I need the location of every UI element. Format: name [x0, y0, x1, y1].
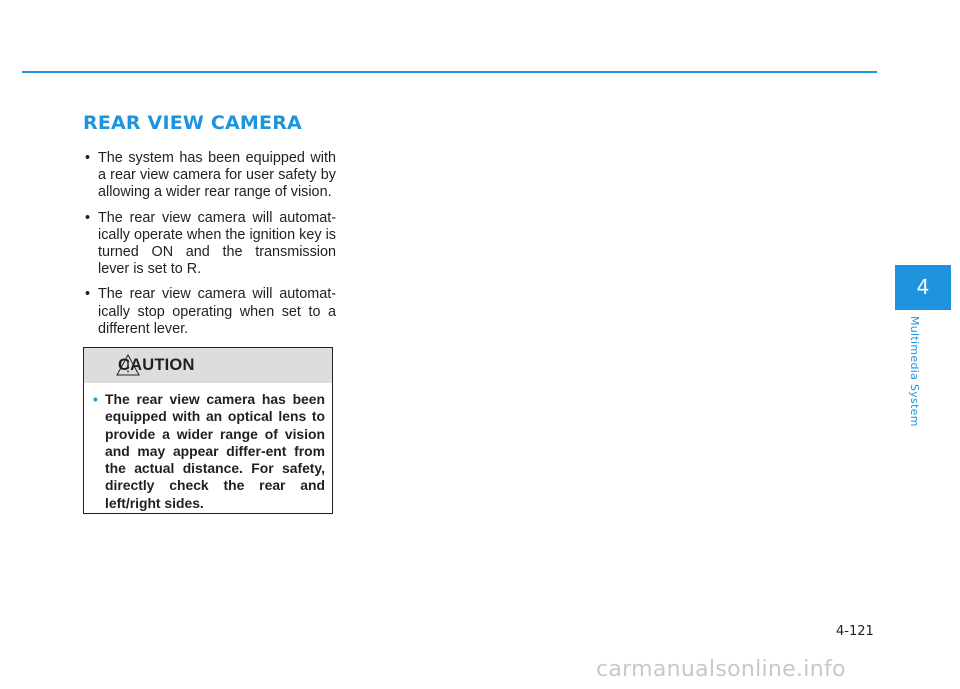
caution-text [93, 391, 325, 512]
page-number: 4-121 [836, 624, 874, 639]
caution-text-body: The rear view camera has been equipped with an optical lens to provide a wider range of vision and may appear differ-ent from the actual distance. For safety, directly check the rear and left/right sides. [105, 391, 325, 511]
bullet-icon: • [85, 209, 91, 226]
list-item [84, 210, 336, 279]
watermark-text: carmanualsonline.info [596, 657, 846, 682]
bullet-icon: • [85, 286, 91, 303]
caution-box [83, 347, 333, 514]
section-title: REAR VIEW CAMERA [83, 112, 302, 134]
caution-header [84, 348, 332, 383]
list-item-text: The system has been equipped with a rear view camera for user safety by allowing a wider rear range of vision. [98, 150, 336, 201]
caution-label: CAUTION [118, 356, 195, 374]
list-item [84, 286, 336, 338]
bullet-icon: • [85, 150, 91, 166]
bullet-icon: • [93, 391, 98, 407]
header-rule [22, 71, 877, 73]
chapter-name: Multimedia System [908, 316, 921, 427]
chapter-tab: 4 [895, 265, 951, 310]
list-item [84, 150, 336, 202]
list-item-text: The rear view camera will automat-ically operate when the ignition key is turned ON and the transmission lever is set to R. [98, 209, 336, 278]
list-item-text: The rear view camera will automat-ically stop operating when set to a different lever. [98, 286, 336, 337]
bullet-list [84, 150, 336, 346]
